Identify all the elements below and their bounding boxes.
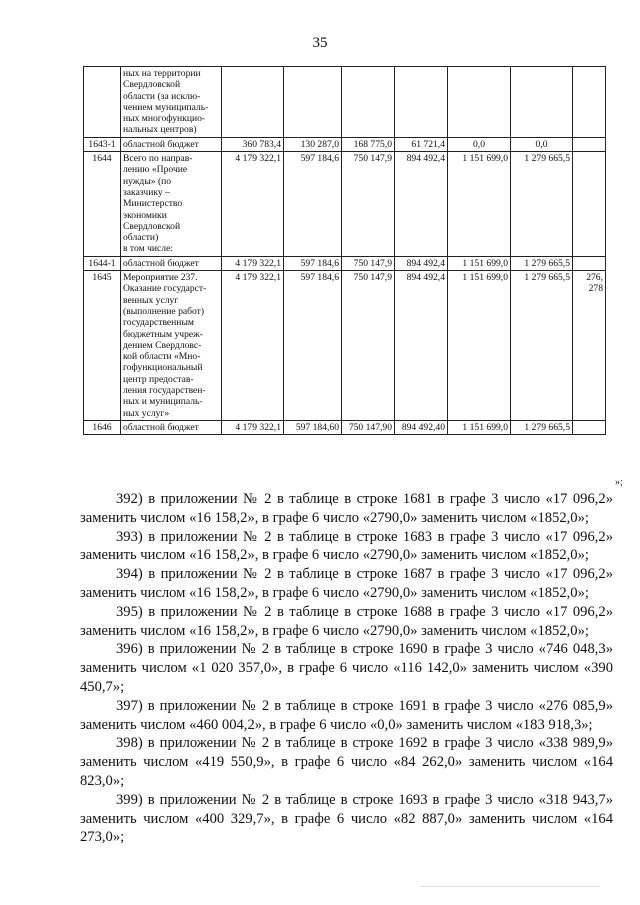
amendment-list — [80, 490, 613, 847]
row-description: областной бюджет — [121, 420, 222, 434]
cell-year-5: 1 279 665,5 — [511, 256, 573, 270]
cell-total: 360 783,4 — [222, 137, 284, 151]
cell-year-2: 750 147,9 — [342, 271, 395, 421]
cell-year-1: 597 184,60 — [284, 420, 342, 434]
cell-year-1: 597 184,6 — [284, 152, 342, 257]
row-number: 1644 — [84, 152, 121, 257]
cell-reference — [573, 137, 606, 151]
cell-year-4 — [448, 67, 511, 138]
cell-year-5: 1 279 665,5 — [511, 420, 573, 434]
cell-year-4: 1 151 699,0 — [448, 271, 511, 421]
page-number: 35 — [312, 35, 328, 51]
row-description: Всего по направ- лению «Прочие нужды» (по заказчику – Министерство экономики Свердловской области) в том числе: — [121, 152, 222, 257]
cell-total: 4 179 322,1 — [222, 271, 284, 421]
cell-reference — [573, 420, 606, 434]
row-number — [84, 67, 121, 138]
amendment-paragraph: 394) в приложении № 2 в таблице в строке 1687 в графе 3 число «17 096,2» заменить числом «16 158,2», в графе 6 число «2790,0» заменить числом «1852,0»; — [80, 566, 613, 601]
cell-year-4: 1 151 699,0 — [448, 256, 511, 270]
amendment-paragraph: 396) в приложении № 2 в таблице в строке 1690 в графе 3 число «746 048,3» заменить числом «1 020 357,0», в графе 6 число «116 142,0» заменить числом «390 450,7»; — [80, 641, 613, 695]
cell-year-1: 597 184,6 — [284, 256, 342, 270]
cell-reference — [573, 67, 606, 138]
amendment-paragraph: 398) в приложении № 2 в таблице в строке 1692 в графе 3 число «338 989,9» заменить числом «419 550,9», в графе 6 число «84 262,0» заменить числом «164 823,0»; — [80, 735, 613, 789]
cell-year-2: 168 775,0 — [342, 137, 395, 151]
cell-year-4: 1 151 699,0 — [448, 420, 511, 434]
row-description: областной бюджет — [121, 137, 222, 151]
row-description: Мероприятие 237. Оказание государст- венных услуг (выполнение работ) государственным бюджетным учреж- дением Свердловс- кой области «Мно- гофункциональный центр предостав- ления государствен- ных и муниципаль- ных услуг» — [121, 271, 222, 421]
cell-year-1: 130 287,0 — [284, 137, 342, 151]
budget-table — [83, 66, 606, 435]
amendment-paragraph: 392) в приложении № 2 в таблице в строке 1681 в графе 3 число «17 096,2» заменить числом «16 158,2», в графе 6 число «2790,0» заменить числом «1852,0»; — [80, 491, 613, 526]
row-description: областной бюджет — [121, 256, 222, 270]
row-number: 1644-1 — [84, 256, 121, 270]
table-row — [84, 256, 606, 270]
cell-year-3: 894 492,4 — [395, 271, 448, 421]
amendment-paragraph: 397) в приложении № 2 в таблице в строке 1691 в графе 3 число «276 085,9» заменить числом «460 004,2», в графе 6 число «0,0» заменить числом «183 918,3»; — [80, 697, 613, 733]
table-row — [84, 420, 606, 434]
table-row — [84, 137, 606, 151]
cell-year-3 — [395, 67, 448, 138]
table-closing-mark: »; — [615, 477, 623, 488]
cell-year-2: 750 147,9 — [342, 152, 395, 257]
cell-reference: 276, 278 — [573, 271, 606, 421]
cell-year-2 — [342, 67, 395, 138]
cell-total: 4 179 322,1 — [222, 420, 284, 434]
cell-year-5 — [511, 67, 573, 138]
cell-year-3: 61 721,4 — [395, 137, 448, 151]
table-row — [84, 152, 606, 257]
cell-reference — [573, 256, 606, 270]
cell-year-2: 750 147,90 — [342, 420, 395, 434]
amendment-paragraph: 393) в приложении № 2 в таблице в строке 1683 в графе 3 число «17 096,2» заменить числом «16 158,2», в графе 6 число «2790,0» заменить числом «1852,0»; — [80, 528, 613, 564]
cell-year-4: 0,0 — [448, 137, 511, 151]
row-number: 1643-1 — [84, 137, 121, 151]
cell-year-1: 597 184,6 — [284, 271, 342, 421]
cell-year-3: 894 492,4 — [395, 152, 448, 257]
table-row — [84, 67, 606, 138]
cell-total: 4 179 322,1 — [222, 152, 284, 257]
row-number: 1646 — [84, 420, 121, 434]
cell-year-1 — [284, 67, 342, 138]
cell-year-5: 1 279 665,5 — [511, 152, 573, 257]
cell-year-5: 1 279 665,5 — [511, 271, 573, 421]
cell-year-3: 894 492,40 — [395, 420, 448, 434]
cell-total: 4 179 322,1 — [222, 256, 284, 270]
cell-year-4: 1 151 699,0 — [448, 152, 511, 257]
amendment-paragraph: 399) в приложении № 2 в таблице в строке 1693 в графе 3 число «318 943,7» заменить числом «400 329,7», в графе 6 число «82 887,0» заменить числом «164 273,0»; — [80, 791, 613, 846]
cell-year-3: 894 492,4 — [395, 256, 448, 270]
cell-reference — [573, 152, 606, 257]
row-number: 1645 — [84, 271, 121, 421]
scan-edge-line — [420, 886, 600, 887]
amendment-paragraph: 395) в приложении № 2 в таблице в строке 1688 в графе 3 число «17 096,2» заменить числом «16 158,2», в графе 6 число «2790,0» заменить числом «1852,0»; — [80, 603, 613, 639]
cell-year-5: 0,0 — [511, 137, 573, 151]
cell-year-2: 750 147,9 — [342, 256, 395, 270]
row-description: ных на территории Свердловской области (за исклю- чением муниципаль- ных многофункцио- нальных центров) — [121, 67, 222, 138]
cell-total — [222, 67, 284, 138]
table-row — [84, 271, 606, 421]
